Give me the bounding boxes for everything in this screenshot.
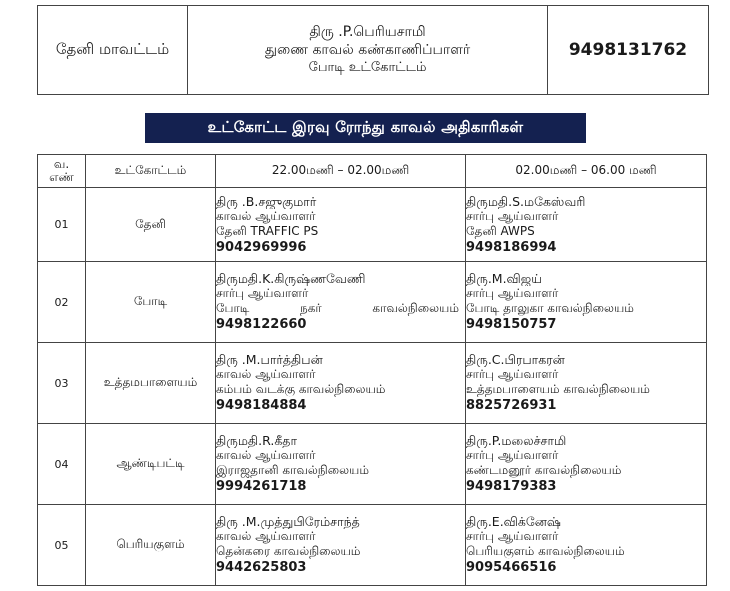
table-row [38,188,707,262]
dsp-name: திரு .P.பெரியசாமி [309,24,426,40]
officer-station: இராஜதானி காவல்நிலையம் [216,463,369,477]
officer-station: பெரியகுளம் காவல்நிலையம் [466,544,625,558]
officer-station: தென்கரை காவல்நிலையம் [216,544,361,558]
col-header-shift1: 22.00மணி – 02.00மணி [216,155,466,188]
table-row [38,343,707,424]
row-subdivision: பெரியகுளம் [86,505,216,586]
officer-phone: 9994261718 [216,479,307,494]
station-word: போடி [216,301,250,315]
col-header-shift2: 02.00மணி – 06.00 மணி [466,155,707,188]
shift2-officer [466,343,707,424]
dsp-phone: 9498131762 [568,40,688,60]
officer-rank: சார்பு ஆய்வாளர் [466,448,559,462]
dsp-header-box [37,5,709,95]
officer-name: திரு.M.விஜய் [466,271,542,286]
shift2-officer [466,505,707,586]
officer-phone: 9095466516 [466,560,557,575]
officer-name: திரு .M.பார்த்திபன் [216,352,323,367]
officer-rank: சார்பு ஆய்வாளர் [466,367,559,381]
row-serial: 02 [38,262,86,343]
table-row [38,505,707,586]
shift2-officer [466,424,707,505]
officer-phone: 9498184884 [216,398,307,413]
table-row [38,262,707,343]
officer-station: போடி தாலுகா காவல்நிலையம் [466,301,634,315]
station-word: நகர் [300,301,322,315]
officer-phone: 9042969996 [216,239,307,255]
officer-name: திரு.E.விக்னேஷ் [466,514,561,529]
shift1-officer [216,262,466,343]
officer-rank: காவல் ஆய்வாளர் [216,367,316,381]
row-serial: 04 [38,424,86,505]
shift1-officer [216,188,466,262]
shift1-officer [216,343,466,424]
officer-station [216,301,465,316]
col-header-serial-line1: வ. [53,157,70,171]
officer-phone: 9498150757 [466,317,557,332]
row-subdivision: ஆண்டிபட்டி [86,424,216,505]
section-banner: உட்கோட்ட இரவு ரோந்து காவல் அதிகாரிகள் [145,113,586,143]
station-word: காவல்நிலையம் [372,301,459,315]
officer-station: கம்பம் வடக்கு காவல்நிலையம் [216,382,386,396]
table-row [38,424,707,505]
officer-name: திருமதி.K.கிருஷ்ணவேணி [216,271,366,286]
officer-phone: 9498179383 [466,479,557,494]
col-header-subdivision: உட்கோட்டம் [86,155,216,188]
night-patrol-table [37,154,707,586]
dsp-subdivision: போடி உட்கோட்டம் [308,60,427,75]
shift2-officer [466,188,707,262]
officer-rank: சார்பு ஆய்வாளர் [216,286,309,300]
officer-name: திரு.C.பிரபாகரன் [466,352,565,367]
officer-name: திருமதி.S.மகேஸ்வரி [466,193,586,209]
officer-station: உத்தமபாளையம் காவல்நிலையம் [466,382,650,396]
officer-rank: காவல் ஆய்வாளர் [216,529,316,543]
officer-name: திரு .M.முத்துபிரேம்சாந்த் [216,514,360,529]
row-subdivision: போடி [86,262,216,343]
officer-phone: 9442625803 [216,560,307,575]
table-header-row [38,155,707,188]
officer-station: கண்டமனூர் காவல்நிலையம் [466,463,622,477]
officer-phone: 9498186994 [466,239,557,255]
row-serial: 03 [38,343,86,424]
row-serial: 05 [38,505,86,586]
officer-rank: சார்பு ஆய்வாளர் [466,529,559,543]
officer-station: தேனி AWPS [466,223,535,238]
dsp-officer-block [188,6,548,94]
officer-phone: 8825726931 [466,398,557,413]
shift2-officer [466,262,707,343]
dsp-rank: துணை காவல் கண்காணிப்பாளர் [264,42,471,58]
officer-phone: 9498122660 [216,317,307,332]
officer-name: திருமதி.R.கீதா [216,433,297,448]
row-serial: 01 [38,188,86,262]
shift1-officer [216,424,466,505]
officer-rank: காவல் ஆய்வாளர் [216,448,316,462]
officer-rank: சார்பு ஆய்வாளர் [466,208,559,223]
row-subdivision: உத்தமபாளையம் [86,343,216,424]
shift1-officer [216,505,466,586]
officer-station: தேனி TRAFFIC PS [216,223,319,238]
col-header-serial [38,155,86,188]
row-subdivision: தேனி [86,188,216,262]
officer-rank: காவல் ஆய்வாளர் [216,208,316,223]
col-header-serial-line2: எண் [49,170,74,184]
officer-name: திரு .B.சஜுகுமார் [216,193,317,209]
officer-rank: சார்பு ஆய்வாளர் [466,286,559,300]
district-name: தேனி மாவட்டம் [38,6,188,94]
officer-name: திரு.P.மலைச்சாமி [466,433,567,448]
